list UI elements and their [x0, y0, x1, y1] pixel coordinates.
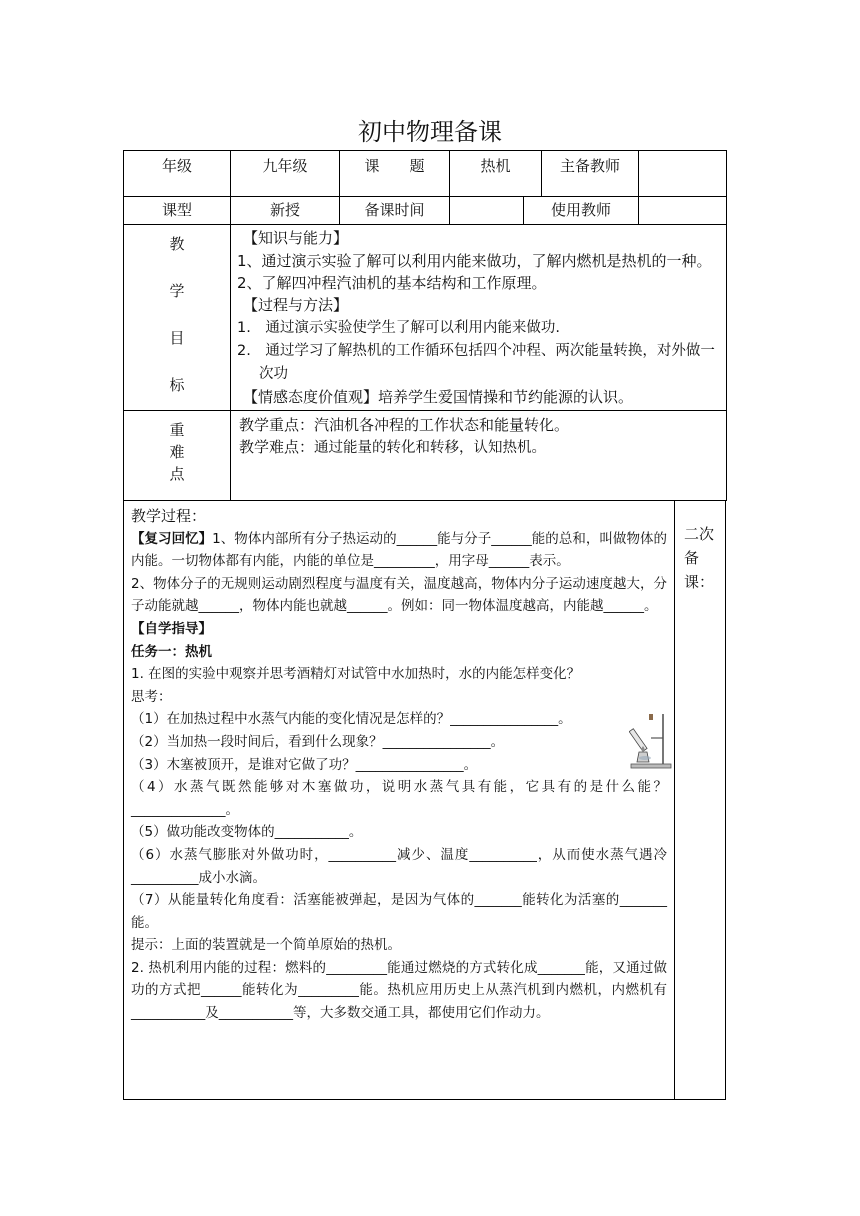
user-teacher-value: [639, 197, 727, 225]
goals-knowledge-2: 2、了解四冲程汽油机的基本结构和工作原理。: [237, 274, 547, 292]
goals-attitude: 【情感态度价值观】培养学生爱国情操和节约能源的认识。: [243, 388, 634, 406]
heating-apparatus-illustration: [629, 708, 673, 770]
question-1: 1. 在图的实验中观察并思考酒精灯对试管中水加热时，水的内能怎样变化？: [131, 666, 581, 683]
secondary-prep-label: 二次备课：: [684, 525, 715, 591]
teaching-process-section: [123, 500, 726, 1100]
think-4: （4）水蒸气既然能够对木塞做功，说明水蒸气具有能，它具有的是什么能？______________。: [131, 779, 667, 818]
think-label: 思考：: [131, 688, 172, 705]
user-teacher-label: 使用教师: [524, 197, 639, 225]
page-title: 初中物理备课: [358, 118, 502, 146]
goals-label: 教 学 目 标: [124, 225, 231, 411]
review-2: 2、物体分子的无规则运动剧烈程度与温度有关，温度越高，物体内分子运动速度越大，分子动能就越______，物体内能也就越______。例如：同一物体温度越高，内能越______。: [131, 575, 667, 615]
goals-knowledge-1: 1、通过演示实验了解可以利用内能来做功，了解内燃机是热机的一种。: [237, 252, 712, 270]
think-1: （1）在加热过程中水蒸气内能的变化情况是怎样的？________________。: [131, 711, 572, 728]
review-1: 【复习回忆】1、物体内部所有分子热运动的______能与分子______能的总和，叫做物体的内能。一切物体都有内能，内能的单位是_________，用字母______表示。: [131, 530, 667, 570]
type-label: 课型: [124, 197, 231, 225]
self-study-heading: 【自学指导】: [131, 620, 212, 637]
teaching-focus: 教学重点：汽油机各冲程的工作状态和能量转化。: [239, 416, 570, 434]
think-2: （2）当加热一段时间后，看到什么现象？________________。: [131, 733, 505, 750]
grade-value: 九年级: [231, 151, 340, 197]
think-5: （5）做功能改变物体的___________。: [131, 824, 363, 841]
topic-label: 课 题: [340, 151, 450, 197]
goals-process-1: 1. 通过演示实验使学生了解可以利用内能来做功.: [237, 320, 560, 336]
grade-label: 年级: [124, 151, 231, 197]
goals-process-heading: 【过程与方法】: [243, 296, 349, 314]
goals-process-2: 2. 通过学习了解热机的工作循环包括四个冲程、两次能量转换，对外做一次功: [237, 343, 715, 382]
type-value: 新授: [231, 197, 340, 225]
goals-content: [231, 225, 727, 411]
prep-time-value: [450, 197, 524, 225]
process-heading: 教学过程：: [131, 507, 207, 525]
key-points-label: 重 难 点: [124, 411, 231, 501]
think-3: （3）木塞被顶开，是谁对它做了功？________________。: [131, 756, 478, 773]
hint: 提示：上面的装置就是一个简单原始的热机。: [131, 937, 401, 954]
task-1-heading: 任务一：热机: [131, 643, 212, 660]
teaching-difficulty: 教学难点：通过能量的转化和转移，认知热机。: [239, 438, 547, 456]
think-7: （7）从能量转化角度看：活塞能被弹起，是因为气体的_______能转化为活塞的_______能。: [131, 892, 667, 931]
think-6: （6）水蒸气膨胀对外做功时，__________减少、温度__________，从而使水蒸气遇冷__________成小水滴。: [131, 846, 667, 886]
teaching-process-content: [124, 500, 675, 1099]
goals-knowledge-heading: 【知识与能力】: [243, 229, 349, 247]
topic-value: 热机: [450, 151, 542, 197]
lead-teacher-value: [639, 151, 727, 197]
lead-teacher-label: 主备教师: [542, 151, 639, 197]
question-2: 2. 热机利用内能的过程：燃料的_________能通过燃烧的方式转化成_______能，又通过做功的方式把______能转化为_________能。热机应用历史上从蒸汽机到内燃机，内燃机有___________及___________等，大多数交通工具，都使用它们作动力。: [131, 959, 667, 1022]
key-points-content: [231, 411, 727, 501]
lesson-plan-table: [123, 150, 727, 501]
prep-time-label: 备课时间: [340, 197, 450, 225]
